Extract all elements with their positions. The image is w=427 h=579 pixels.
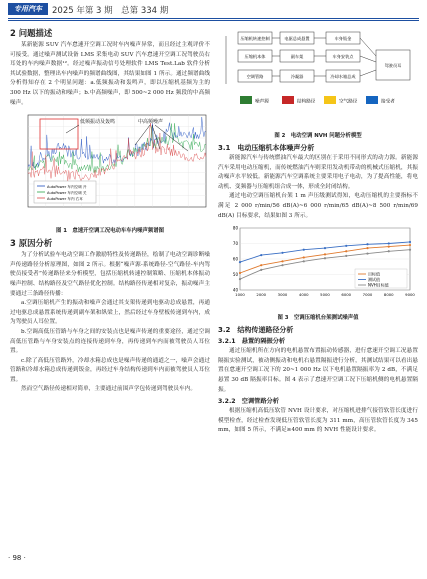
- data-point: [324, 253, 326, 255]
- legend-label: 空气路径: [339, 99, 358, 105]
- data-point: [409, 241, 411, 243]
- legend-label-1: AutoPower 车内空调 开: [47, 185, 87, 190]
- y-tick-label: 70: [232, 241, 238, 247]
- data-point: [260, 264, 262, 266]
- diagram-arrow: [360, 70, 376, 76]
- data-point: [281, 260, 283, 262]
- data-point: [239, 278, 241, 280]
- x-tick-label: 9000: [405, 292, 415, 298]
- diagram-box-label: 车身钣金: [334, 35, 352, 41]
- diagram-boxes: [226, 32, 410, 84]
- section-2-title: 2 问题描述: [10, 28, 53, 38]
- diagram-legend: [240, 96, 395, 105]
- legend-label: 噪声源: [255, 99, 269, 105]
- header-rule-thin: [8, 20, 419, 21]
- journal-logo: 专用汽车: [8, 3, 48, 15]
- diagram-box-label: 副车架: [290, 53, 304, 59]
- annotation-mid-high-freq: 中高频噪声: [138, 119, 164, 126]
- journal-header: [0, 0, 427, 18]
- section-3-paragraph-air: 然而空气路径传递相对简单，主要通过前围声学包传递到驾驶员车内。: [21, 386, 196, 393]
- data-point: [409, 249, 411, 251]
- data-point: [260, 254, 262, 256]
- data-point: [409, 244, 411, 246]
- diagram-box-label: 空调管路: [246, 73, 264, 79]
- section-3-1-paragraph-2: 通过电动空调压缩机台架 1 m 声压级测试得知，电动压缩机的主要指标不满足 2 000 r/min/56 dB(A)~6 000 r/min/65 dB(A)~8 500 r/min/69 dB(A) 目标要求，结果如图 3 所示。: [218, 193, 418, 219]
- section-3-2-title: 3.2 结构传递路径分析: [218, 326, 294, 335]
- legend-swatch: [240, 96, 252, 104]
- data-point: [388, 250, 390, 252]
- data-point: [366, 247, 368, 249]
- y-tick-label: 40: [232, 287, 238, 293]
- section-3-2-1-title: 3.2.1 悬置的隔振分析: [218, 338, 286, 346]
- left-column: [10, 26, 210, 395]
- annotation-low-freq: 低频振动及轰鸣: [80, 119, 116, 126]
- data-point: [303, 257, 305, 259]
- figure-1-caption: 图 1 怠速开空调工况电动车车内噪声频谱图: [55, 228, 165, 235]
- section-2-paragraph: 某新能源 SUV 汽车怠速开空调工况时车内噪声异常，而且经过主观评价不可接受。通过噪声测试设备 LMS 采集电动 SUV 汽车怠速开空调工况驾驶员右耳处的车内噪声数据¹²。经过噪声振动信号处理软件 LMS Test.Lab 软件分析其试验数据，整理出车内噪声的频谱曲线图，其结果如图 1 所示。通过频谱曲线分析得知存在 2 个明显问题：a.低频振动和轰鸣声，即以压缩机基频为主的 300 Hz 以下的振动和噪声；b.中高频噪声，即 500~2 000 Hz 频段的中高频噪声。: [10, 42, 210, 106]
- figure-3: [218, 224, 418, 322]
- section-3-paragraph-c: c.除了高低压管路外，冷却水箱总成也是噪声传递的通道之一，噪声会通过管路和冷却水箱总成传递到钣金，再经过车身结构传递到车内而被驾驶员人耳位置。: [10, 357, 210, 383]
- page-number: · 98 ·: [8, 554, 26, 562]
- diagram-box-label: 压缩机转速控制: [240, 35, 270, 41]
- legend-label: 结构路径: [297, 99, 316, 105]
- data-point: [366, 243, 368, 245]
- figure-1-spectrum-chart: [10, 111, 210, 221]
- x-tick-label: 2000: [256, 292, 267, 298]
- figure-3-caption: 图 3 空调压缩机台架测试噪声值: [277, 315, 359, 322]
- diagram-arrow: [360, 38, 376, 56]
- x-tick-label: 1000: [235, 292, 245, 298]
- data-point: [366, 253, 368, 255]
- legend-swatch: [282, 96, 294, 104]
- legend-label: 目标值: [368, 271, 380, 277]
- diagram-box-label: 压缩机本体: [244, 53, 266, 59]
- data-point: [324, 257, 326, 259]
- data-point: [260, 269, 262, 271]
- legend-label-3: AutoPower 车内 右耳: [47, 197, 83, 202]
- legend-label: 接受者: [381, 99, 395, 105]
- diagram-box-label: 驾驶员耳: [384, 62, 402, 68]
- data-point: [303, 249, 305, 251]
- x-tick-label: 3000: [277, 292, 288, 298]
- section-3-paragraph-b: b.空调高低压管路与车身之间的安装点也是噪声传递的重要途径，通过空调高低压管路与车身安装点的连接传递到车身，再传递到车内而被驾驶员人耳位置。: [10, 328, 210, 355]
- legend-swatch: [324, 96, 336, 104]
- section-3-paragraph-a: a.空调压缩机产生的振动和噪声会通过其支架传递到电驱动总成悬置，再通过电驱总成悬置系统传递到副车架和纵梁上，然后经过车身壁板传递到车内，成为驾驶员人耳位置。: [10, 300, 210, 326]
- section-3-2-1-paragraph: 通过压缩机所在方向的电机悬置布置振动传感器，进行怠速开空调工况悬置隔振实验测试，被动侧振动和电机右悬置隔振进行分析，其测试结果可以看出悬置在怠速开空调工况下的 20~1 000 Hz 以下电机悬置隔振率为 2 dB，不满足悬置 30 dB 隔振率目标。图 4 表示了怠速开空调工况下压缩机侧的电机悬置隔振。: [218, 348, 418, 393]
- data-point: [324, 247, 326, 249]
- section-3-paragraph-1: 为了分析试验车电动空调工作激励特性及传递路径，绘制了电动空调诊断噪声传递路径分析原理图，如图 2 所示。根据“噪声源-系统路径-空气路径-车内驾驶员接受者”传递路径来分析模型，包括压缩机转速控制策略、压缩机本体振动噪声控制、结构路径及空气路径优化控制。结构路径传递相对复杂，振动噪声主要通过三条路径传播：: [10, 252, 210, 297]
- data-point: [281, 252, 283, 254]
- diagram-arrow: [360, 56, 376, 62]
- legend-label: NVH目标值: [368, 282, 389, 288]
- figure-2-nvh-model-diagram: [218, 26, 418, 126]
- section-3-2-2-title: 3.2.2 空调管路分析: [218, 398, 279, 406]
- header-rule: [8, 18, 419, 19]
- data-point: [239, 272, 241, 274]
- right-column: [218, 26, 418, 436]
- y-tick-label: 80: [232, 225, 238, 231]
- figure-1: [10, 111, 210, 235]
- section-3-title: 3 原因分析: [10, 238, 53, 249]
- diagram-box-label: 冷凝器: [290, 73, 304, 79]
- figure-2-caption: 图 2 电动空调 NVH 问题分析模型: [274, 133, 362, 139]
- x-tick-label: 6000: [341, 292, 352, 298]
- section-3-2-2-paragraph: 根据压缩机高低压软管 NVH 设计要求，对压缩机进排气接管软管长度进行模型检查，经过检查发现低压管软管长度为 311 mm，高压管软管长度为 345 mm，如图 5 所示，不满足≥400 mm 的 NVH 性能设计要求。: [218, 408, 418, 434]
- legend-label-2: AutoPower 车内空调 关: [47, 191, 87, 196]
- figure-2: [218, 26, 418, 140]
- data-point: [303, 260, 305, 262]
- legend-label: 测试值: [368, 277, 380, 283]
- figure-1-legend: [34, 181, 96, 203]
- data-point: [345, 245, 347, 247]
- data-point: [281, 264, 283, 266]
- data-point: [388, 243, 390, 245]
- section-3-1-paragraph-1: 新能源汽车与传统燃油汽车最大的区别在于采用不同形式的动力源。新能源汽车采用电动压缩机，而传统燃油汽车则采用发动机带动的机械式压缩机，其振动噪声水平较低。新能源汽车空调系统主要采用电子电动，为了提高性能，将电动机、变频器与压缩机组合成一体，形成全封闭结构。: [218, 155, 418, 190]
- issue-info: 2025 年第 3 期 总第 334 期: [52, 6, 169, 16]
- diagram-box-label: 电驱总成悬置: [284, 35, 310, 41]
- legend-swatch: [366, 96, 378, 104]
- x-tick-label: 4000: [298, 292, 309, 298]
- y-tick-label: 60: [232, 256, 238, 262]
- x-tick-label: 8000: [383, 292, 394, 298]
- data-point: [345, 250, 347, 252]
- data-point: [345, 255, 347, 257]
- x-tick-label: 5000: [320, 292, 330, 298]
- data-point: [239, 261, 241, 263]
- y-tick-label: 50: [232, 272, 238, 278]
- x-tick-label: 7000: [362, 292, 373, 298]
- diagram-box-label: 冷却水箱总成: [330, 73, 356, 79]
- diagram-box-label: 车身安装点: [332, 53, 354, 59]
- figure-3-compressor-noise-chart: [218, 224, 418, 308]
- data-point: [388, 246, 390, 248]
- section-3-1-title: 3.1 电动压缩机本体噪声分析: [218, 144, 315, 152]
